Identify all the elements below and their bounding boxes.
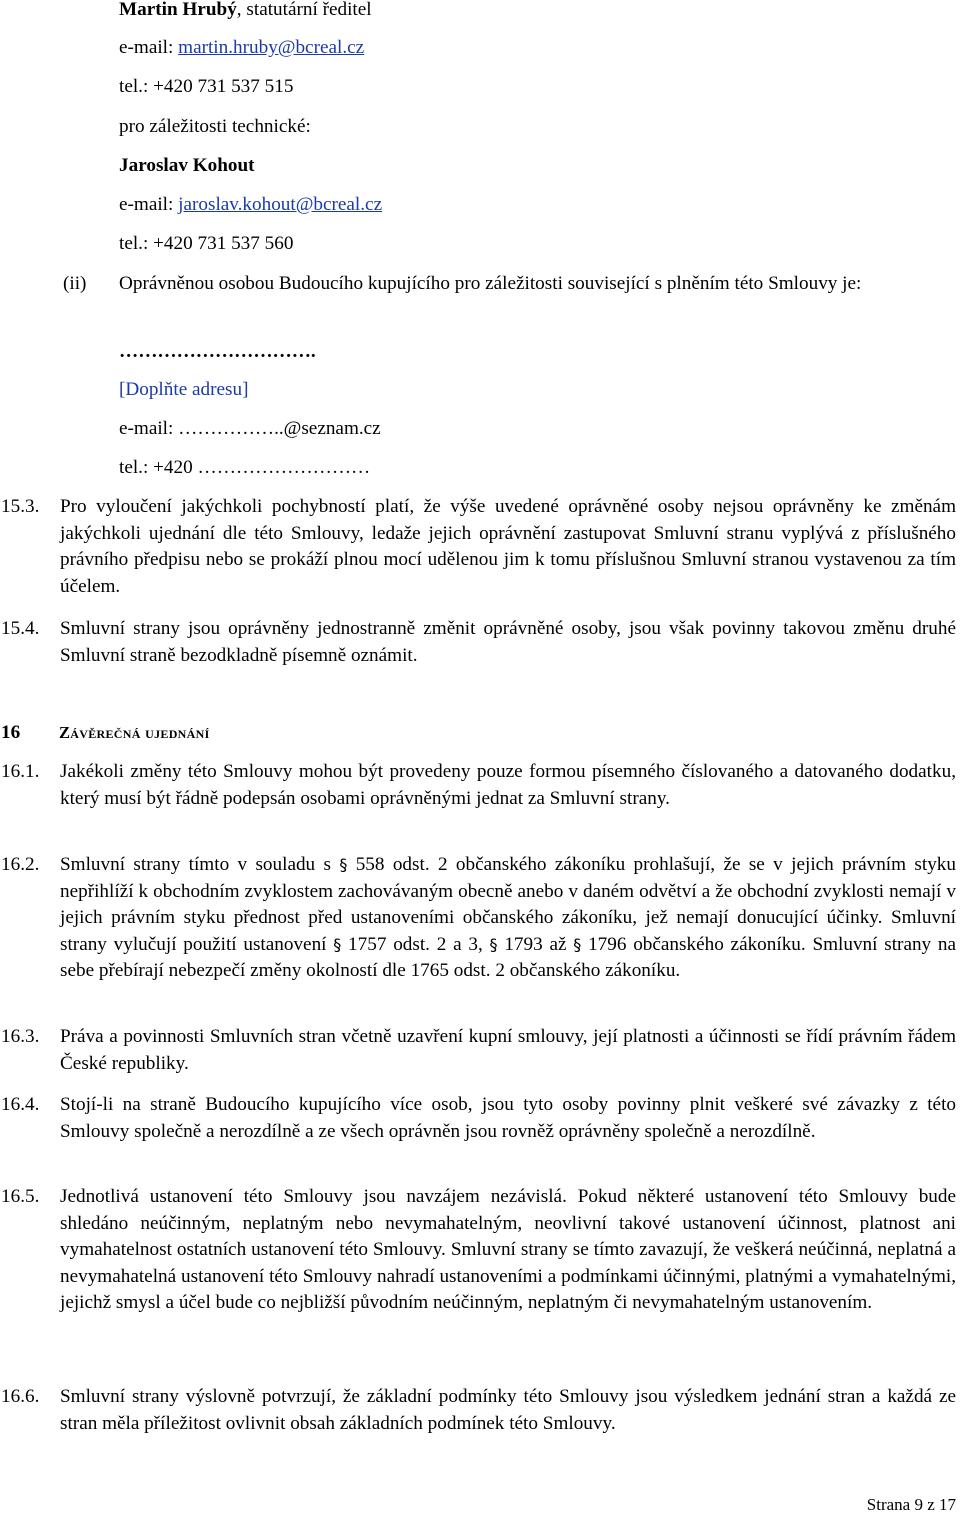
paragraph-text: Jakékoli změny této Smlouvy mohou být provedeny pouze formou písemného číslovaného a datovaného dodatku, který musí být řádně podepsán osobami oprávněnými jednat za Smluvní strany. (60, 761, 956, 809)
item-ii-dots: …………………………. (119, 341, 316, 362)
contact1-tel: tel.: +420 731 537 515 (119, 76, 294, 97)
contact1-name: Martin Hrubý (119, 0, 237, 20)
paragraph-16-4 (1, 1092, 956, 1145)
paragraph-15-4 (1, 616, 956, 669)
contact2-name: Jaroslav Kohout (119, 155, 255, 176)
email-label: e-mail: (119, 194, 179, 215)
contact-name-line (119, 0, 372, 24)
paragraph-number: 15.3. (1, 496, 40, 517)
paragraph-number: 16.4. (1, 1094, 40, 1115)
text-segment: Smluvní strany tímto v souladu s (60, 854, 340, 875)
section-number: 16 (1, 722, 21, 743)
contact2-tel: tel.: +420 731 537 560 (119, 233, 294, 254)
paragraph-16-3 (1, 1024, 956, 1077)
text-segment: 1757 odst. 2 a 3, (348, 933, 490, 955)
item-ii-address-placeholder: [Doplňte adresu] (119, 379, 249, 400)
contact2-email-link[interactable]: jaroslav.kohout@bcreal.cz (178, 194, 383, 215)
paragraph-text: Práva a povinnosti Smluvních stran včetně uzavření kupní smlouvy, její platnosti a účinnosti se řídí právním řádem České republiky. (60, 1026, 956, 1074)
paragraph-text: Stojí-li na straně Budoucího kupujícího více osob, jsou tyto osoby povinny plnit veškeré své závazky z této Smlouvy společně a nerozdílně a ze všech oprávněn jsou rovněž oprávněny společně a nerozdílně. (60, 1094, 956, 1142)
contact1-email-line (119, 35, 364, 62)
text-segment: 1796 občanského zákoníku. Smluvní strany na sebe přebírají nebezpečí změny okolností dle 1765 odst. 2 občanského zákoníku. (60, 933, 957, 981)
item-ii-email: e-mail: ……………..@seznam.cz (119, 418, 381, 439)
paragraph-number: 16.6. (1, 1386, 40, 1407)
item-ii-tel: tel.: +420 ……………………… (119, 457, 371, 478)
paragraph-text: Smluvní strany výslovně potvrzují, že základní podmínky této Smlouvy jsou výsledkem jednání stran a každá ze stran měla příležitost ovlivnit obsah základních podmínek této Smlouvy. (60, 1386, 956, 1434)
section-heading-16 (1, 720, 210, 747)
paragraph-text: Pro vyloučení jakýchkoli pochybností platí, že výše uvedené oprávněné osoby nejsou oprávněny ke změnám jakýchkoli ujednání dle této Smlouvy, ledaže jejich oprávnění zastupovat Smluvní stranu vyplývá z příslušného právního předpisu nebo se prokáží plnou mocí udělenou jim k tomu příslušnou Smluvní stranou vystavenou za tím účelem. (60, 496, 956, 597)
item-ii-number: (ii) (63, 273, 87, 294)
email-label: e-mail: (119, 37, 179, 58)
paragraph-sign-icon: § (573, 934, 582, 954)
tech-label: pro záležitosti technické: (119, 116, 311, 137)
paragraph-number: 16.1. (1, 761, 40, 782)
text-segment: 558 odst. 2 občanského zákoníku prohlašují, že se v jejich právním styku nepřihlíží k obchodním zvyklostem zachovávaným obecně anebo v daném odvětví a že obchodní zvyklosti nemají v jejich právním styku přednost před ustanoveními občanského zákoníku, jež nemají donucující účinky. Smluvní strany vylučují použití ustanovení (60, 854, 956, 955)
paragraph-16-6 (1, 1384, 956, 1437)
section-title: Závěrečná ujednání (59, 723, 210, 742)
paragraph-text (60, 852, 956, 985)
paragraph-text: Smluvní strany jsou oprávněny jednostranně změnit oprávněné osoby, jsou však povinny takovou změnu druhé Smluvní straně bezodkladně písemně oznámit. (60, 618, 956, 666)
paragraph-16-2 (1, 852, 956, 985)
paragraph-number: 15.4. (1, 618, 40, 639)
paragraph-text: Jednotlivá ustanovení této Smlouvy jsou navzájem nezávislá. Pokud některé ustanovení této Smlouvy bude shledáno neúčinným, neplatným nebo nevymahatelným, neovlivní takové ustanovení účinnost, platnost ani vymahatelnost ostatních ustanovení této Smlouvy. Smluvní strany se tímto zavazují, že veškerá neúčinná, neplatná a nevymahatelná ustanovení této Smlouvy nahradí ustanoveními a podmínkami účinnými, platnými a vymahatelnými, jejichž smysl a účel bude co nejbližší původním neúčinným, neplatným či nevymahatelným ustanovením. (60, 1186, 956, 1313)
paragraph-16-5 (1, 1184, 956, 1317)
paragraph-number: 16.5. (1, 1186, 40, 1207)
contact1-role: , statutární ředitel (236, 0, 372, 20)
paragraph-number: 16.3. (1, 1026, 40, 1047)
text-segment: 1793 až (504, 933, 574, 955)
paragraph-sign-icon: § (489, 934, 498, 954)
page-number: Strana 9 z 17 (866, 1495, 956, 1514)
paragraph-sign-icon: § (339, 855, 348, 874)
contact2-email-line (119, 192, 382, 219)
contact1-email-link[interactable]: martin.hruby@bcreal.cz (178, 37, 365, 58)
paragraph-number: 16.2. (1, 854, 40, 875)
paragraph-16-1 (1, 759, 956, 812)
paragraph-sign-icon: § (333, 934, 342, 954)
paragraph-15-3 (1, 494, 956, 600)
item-ii-text: Oprávněnou osobou Budoucího kupujícího pro záležitosti související s plněním této Smlouvy je: (119, 273, 862, 294)
